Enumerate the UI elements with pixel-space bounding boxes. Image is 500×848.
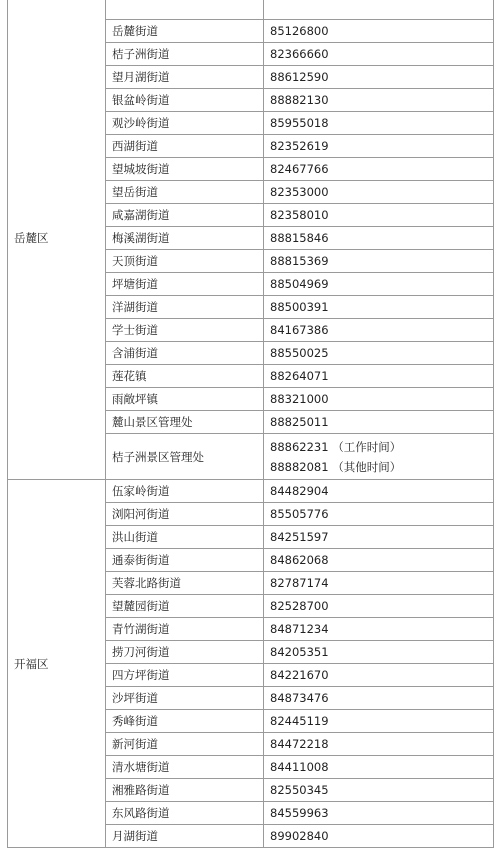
phone-number: 82787174 — [270, 576, 329, 590]
phone-number: 82528700 — [270, 599, 329, 613]
phone-number: 82467766 — [270, 162, 329, 176]
contact-directory-table — [7, 0, 494, 848]
phone-cell — [264, 158, 494, 181]
phone-number: 88504969 — [270, 277, 329, 291]
street-name: 坪塘街道 — [106, 273, 264, 296]
phone-cell — [264, 342, 494, 365]
phone-cell — [264, 227, 494, 250]
phone-number: 85505776 — [270, 507, 329, 521]
street-name: 望麓园街道 — [106, 595, 264, 618]
district-name: 开福区 — [8, 480, 106, 848]
phone-cell — [264, 526, 494, 549]
street-name: 沙坪街道 — [106, 687, 264, 710]
phone-cell — [264, 43, 494, 66]
phone-number: 84411008 — [270, 760, 329, 774]
phone-number: 84871234 — [270, 622, 329, 636]
street-name: 望城坡街道 — [106, 158, 264, 181]
street-name: 含浦街道 — [106, 342, 264, 365]
phone-cell — [264, 319, 494, 342]
phone-number: 84482904 — [270, 484, 329, 498]
street-name: 清水塘街道 — [106, 756, 264, 779]
phone-number: 88815369 — [270, 254, 329, 268]
phone-cell — [264, 181, 494, 204]
phone-number: 82366660 — [270, 47, 329, 61]
phone-cell — [264, 802, 494, 825]
street-name: 雨敞坪镇 — [106, 388, 264, 411]
street-name: 新河街道 — [106, 733, 264, 756]
street-name: 咸嘉湖街道 — [106, 204, 264, 227]
phone-number: 84862068 — [270, 553, 329, 567]
street-name: 洪山街道 — [106, 526, 264, 549]
phone-cell — [264, 365, 494, 388]
street-name: 月湖街道 — [106, 825, 264, 848]
street-name: 望岳街道 — [106, 181, 264, 204]
street-name — [106, 0, 264, 20]
phone-number: 84221670 — [270, 668, 329, 682]
phone-cell — [264, 411, 494, 434]
district-name: 岳麓区 — [8, 0, 106, 480]
street-name: 望月湖街道 — [106, 66, 264, 89]
phone-cell — [264, 710, 494, 733]
phone-number: 85955018 — [270, 116, 329, 130]
street-name: 岳麓街道 — [106, 20, 264, 43]
street-name: 秀峰街道 — [106, 710, 264, 733]
phone-cell — [264, 250, 494, 273]
street-name: 天顶街道 — [106, 250, 264, 273]
phone-number: 82352619 — [270, 139, 329, 153]
street-name: 通泰街街道 — [106, 549, 264, 572]
phone-number: 84873476 — [270, 691, 329, 705]
phone-cell — [264, 89, 494, 112]
phone-cell — [264, 0, 494, 20]
phone-number: 88882130 — [270, 93, 329, 107]
phone-cell — [264, 20, 494, 43]
phone-number: 88825011 — [270, 415, 329, 429]
phone-number: 84472218 — [270, 737, 329, 751]
phone-cell — [264, 434, 494, 480]
phone-cell — [264, 618, 494, 641]
phone-number: 82445119 — [270, 714, 329, 728]
phone-cell — [264, 503, 494, 526]
street-name: 伍家岭街道 — [106, 480, 264, 503]
phone-cell — [264, 66, 494, 89]
phone-number: 88264071 — [270, 369, 329, 383]
phone-cell — [264, 204, 494, 227]
table-row — [8, 0, 494, 20]
phone-number: 84167386 — [270, 323, 329, 337]
phone-cell — [264, 135, 494, 158]
street-name: 芙蓉北路街道 — [106, 572, 264, 595]
street-name: 莲花镇 — [106, 365, 264, 388]
street-name: 洋湖街道 — [106, 296, 264, 319]
phone-number: 88882081 （其他时间） — [270, 459, 402, 474]
street-name: 青竹湖街道 — [106, 618, 264, 641]
street-name: 银盆岭街道 — [106, 89, 264, 112]
phone-number: 88550025 — [270, 346, 329, 360]
phone-number: 88862231 （工作时间） — [270, 439, 402, 454]
street-name: 西湖街道 — [106, 135, 264, 158]
street-name: 浏阳河街道 — [106, 503, 264, 526]
phone-cell — [264, 825, 494, 848]
phone-cell — [264, 296, 494, 319]
street-name: 四方坪街道 — [106, 664, 264, 687]
phone-number: 88500391 — [270, 300, 329, 314]
phone-cell — [264, 388, 494, 411]
phone-cell — [264, 779, 494, 802]
street-name: 东风路街道 — [106, 802, 264, 825]
street-name: 桔子洲街道 — [106, 43, 264, 66]
street-name: 学士街道 — [106, 319, 264, 342]
phone-number: 84205351 — [270, 645, 329, 659]
phone-cell — [264, 549, 494, 572]
phone-cell — [264, 733, 494, 756]
phone-number: 84559963 — [270, 806, 329, 820]
phone-cell — [264, 572, 494, 595]
street-name: 麓山景区管理处 — [106, 411, 264, 434]
street-name: 观沙岭街道 — [106, 112, 264, 135]
phone-cell — [264, 641, 494, 664]
phone-number: 89902840 — [270, 829, 329, 843]
phone-cell — [264, 273, 494, 296]
phone-cell — [264, 664, 494, 687]
table-row — [8, 480, 494, 503]
phone-cell — [264, 595, 494, 618]
phone-cell — [264, 112, 494, 135]
phone-number: 85126800 — [270, 24, 329, 38]
phone-number: 84251597 — [270, 530, 329, 544]
directory-body — [8, 0, 494, 848]
phone-number: 82550345 — [270, 783, 329, 797]
phone-number: 88612590 — [270, 70, 329, 84]
phone-cell — [264, 480, 494, 503]
street-name: 湘雅路街道 — [106, 779, 264, 802]
phone-number: 82353000 — [270, 185, 329, 199]
phone-number: 88815846 — [270, 231, 329, 245]
phone-cell — [264, 687, 494, 710]
street-name: 捞刀河街道 — [106, 641, 264, 664]
phone-cell — [264, 756, 494, 779]
street-name: 梅溪湖街道 — [106, 227, 264, 250]
phone-number: 88321000 — [270, 392, 329, 406]
street-name: 桔子洲景区管理处 — [106, 434, 264, 480]
phone-number: 82358010 — [270, 208, 329, 222]
